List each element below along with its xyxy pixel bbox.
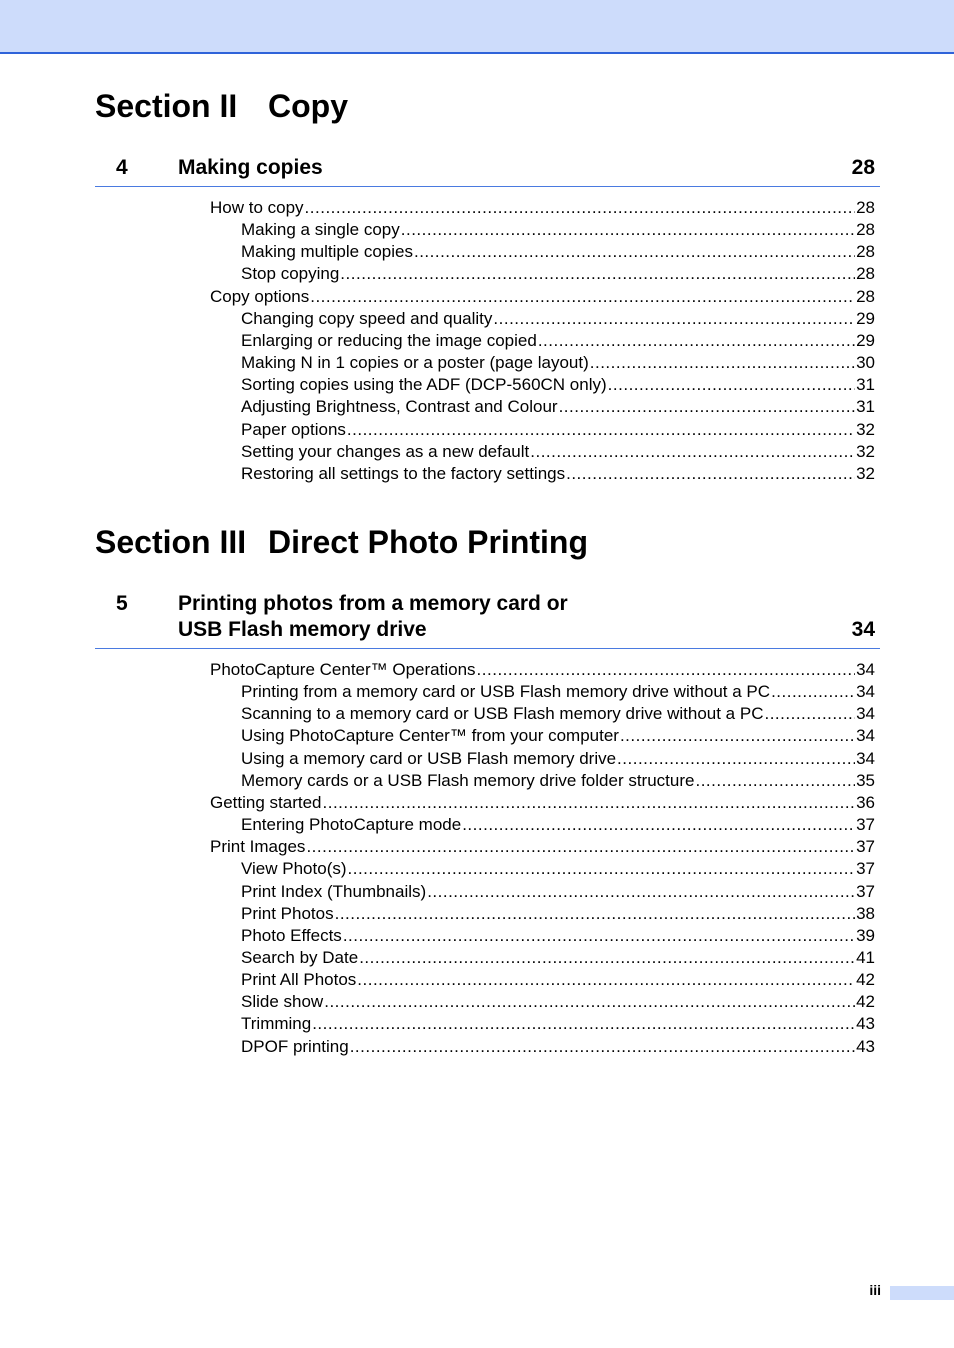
toc-entry[interactable] [241,352,875,374]
toc-entry-page: 28 [856,286,875,306]
dot-leader [477,659,856,681]
dot-leader [323,792,856,814]
toc-entry[interactable] [241,441,875,463]
section-name: Direct Photo Printing [268,524,588,560]
toc-entry-title: Enlarging or reducing the image copied [241,330,537,350]
toc-entry[interactable] [241,263,875,285]
toc-entry-page: 28 [856,220,875,240]
toc-entry[interactable] [241,681,875,703]
dot-leader [462,814,855,836]
toc-entry-page: 36 [856,792,875,812]
toc-entry-title: Search by Date [241,947,359,967]
dot-leader [350,1036,855,1058]
toc-entry[interactable] [210,659,875,681]
toc-entry-page: 39 [856,925,875,945]
toc-entry-title: Entering PhotoCapture mode [241,815,462,835]
dot-leader [530,441,855,463]
toc-entry[interactable] [241,770,875,792]
toc-entry[interactable] [241,1036,875,1058]
toc-entry-title: Printing from a memory card or USB Flash memory drive without a PC [241,682,771,702]
toc-entry-title: Using PhotoCapture Center™ from your computer [241,726,619,746]
dot-leader [335,903,855,925]
section-name: Copy [268,88,348,124]
toc-entry-page: 32 [856,463,875,483]
toc-entry[interactable] [241,419,875,441]
toc-entry-title: Paper options [241,419,346,439]
toc-entry[interactable] [241,858,875,880]
chapter-number: 4 [116,156,128,179]
toc-entry-page: 37 [856,815,875,835]
section-heading-copy [95,87,348,125]
toc-entry-page: 34 [856,748,875,768]
toc-entry-page: 38 [856,903,875,923]
toc-entry-page: 31 [856,375,875,395]
dot-leader [305,197,856,219]
toc-entry-title: Restoring all settings to the factory settings [241,463,566,483]
toc-entry-title: Adjusting Brightness, Contrast and Colour [241,397,558,417]
dot-leader [348,858,856,880]
section-label: Section III [95,524,247,560]
toc-entry-title: PhotoCapture Center™ Operations [210,660,476,679]
dot-leader [347,419,855,441]
toc-entry-page: 31 [856,397,875,417]
header-band [0,0,954,54]
toc-entry-title: Print Images [210,837,306,857]
toc-entry-title: Setting your changes as a new default [241,441,530,461]
toc-entry-title: Copy options [210,286,310,306]
toc-entry-title: Getting started [210,792,322,812]
page-number: iii [869,1282,881,1298]
toc-entry-page: 41 [856,947,875,967]
toc-entry-page: 34 [856,704,875,724]
toc-entry-title: Photo Effects [241,925,342,945]
toc-entry-title: Print Index (Thumbnails) [241,881,427,901]
toc-entry-page: 42 [856,992,875,1012]
toc-entry[interactable] [210,197,875,219]
toc-entry[interactable] [210,836,875,858]
toc-entry-page: 29 [856,308,875,328]
dot-leader [359,947,855,969]
dot-leader [310,286,855,308]
toc-entry[interactable] [241,947,875,969]
footer-band [890,1286,954,1300]
chapter-title-line: Printing photos from a memory card or [178,592,568,615]
dot-leader [312,1013,855,1035]
dot-leader [340,263,855,285]
toc-entry[interactable] [241,969,875,991]
toc-entry[interactable] [241,330,875,352]
toc-entry-page: 37 [856,837,875,857]
toc-entry-title: Print All Photos [241,970,357,990]
toc-entry-page: 43 [856,1014,875,1034]
chapter-title-line: Making copies [178,156,323,179]
toc-entry[interactable] [241,396,875,418]
toc-entry-title: Memory cards or a USB Flash memory drive folder structure [241,770,695,790]
toc-entry-title: Trimming [241,1014,312,1034]
dot-leader [771,681,855,703]
section-label: Section II [95,88,238,124]
toc-entry[interactable] [241,463,875,485]
dot-leader [306,836,855,858]
toc-entry-title: DPOF printing [241,1036,349,1056]
toc-entry-page: 42 [856,970,875,990]
toc-entry-page: 28 [856,198,875,217]
toc-entry[interactable] [241,925,875,947]
dot-leader [493,308,855,330]
dot-leader [559,396,856,418]
toc-entry-page: 34 [856,726,875,746]
dot-leader [566,463,855,485]
chapter-heading-4[interactable] [95,155,880,187]
dot-leader [414,241,855,263]
toc-entry-title: Sorting copies using the ADF (DCP-560CN only) [241,375,607,395]
dot-leader [608,374,855,396]
toc-entry[interactable] [241,241,875,263]
dot-leader [538,330,855,352]
chapter-number: 5 [116,592,128,615]
dot-leader [590,352,855,374]
dot-leader [764,703,855,725]
toc-entry-title: Making N in 1 copies or a poster (page layout) [241,353,589,373]
toc-entry-page: 35 [856,770,875,790]
toc-entry[interactable] [241,725,875,747]
toc-entry-title: How to copy [210,198,304,217]
toc-entry-page: 37 [856,881,875,901]
toc-entry[interactable] [241,881,875,903]
toc-entry[interactable] [241,219,875,241]
toc-entry[interactable] [241,814,875,836]
dot-leader [343,925,855,947]
toc-entry-title: Changing copy speed and quality [241,308,493,328]
toc-entry[interactable] [241,308,875,330]
chapter-page: 28 [851,156,875,179]
dot-leader [324,991,855,1013]
dot-leader [620,725,855,747]
toc-entry-title: View Photo(s) [241,859,347,879]
toc-entry-title: Using a memory card or USB Flash memory drive [241,748,617,768]
toc-entry-page: 34 [856,682,875,702]
dot-leader [617,748,855,770]
toc-entry-page: 32 [856,419,875,439]
chapter-page: 34 [851,618,875,641]
toc-entry-page: 32 [856,441,875,461]
dot-leader [357,969,855,991]
toc-entry-page: 30 [856,353,875,373]
toc-entry-page: 28 [856,242,875,262]
toc-entry-page: 28 [856,264,875,284]
toc-entry[interactable] [241,903,875,925]
toc-entry-page: 29 [856,330,875,350]
chapter-heading-5[interactable] [95,591,880,649]
toc-entry[interactable] [241,748,875,770]
dot-leader [427,881,855,903]
toc-entry-page: 43 [856,1036,875,1056]
dot-leader [695,770,855,792]
chapter-title-line: USB Flash memory drive [178,618,427,641]
toc-entry-page: 34 [856,660,875,679]
dot-leader [401,219,855,241]
toc-entry[interactable] [241,1013,875,1035]
toc-entry-title: Making multiple copies [241,242,413,262]
toc-entry[interactable] [241,991,875,1013]
toc-entry[interactable] [210,286,875,308]
toc-entry-title: Making a single copy [241,220,400,240]
toc-entry[interactable] [210,792,875,814]
toc-entry-title: Scanning to a memory card or USB Flash memory drive without a PC [241,704,764,724]
section-heading-direct-photo-printing [95,523,588,561]
toc-entry-page: 37 [856,859,875,879]
toc-entry-title: Slide show [241,992,324,1012]
toc-entry-title: Print Photos [241,903,334,923]
toc-entry[interactable] [241,703,875,725]
toc-entry[interactable] [241,374,875,396]
toc-entry-title: Stop copying [241,264,340,284]
